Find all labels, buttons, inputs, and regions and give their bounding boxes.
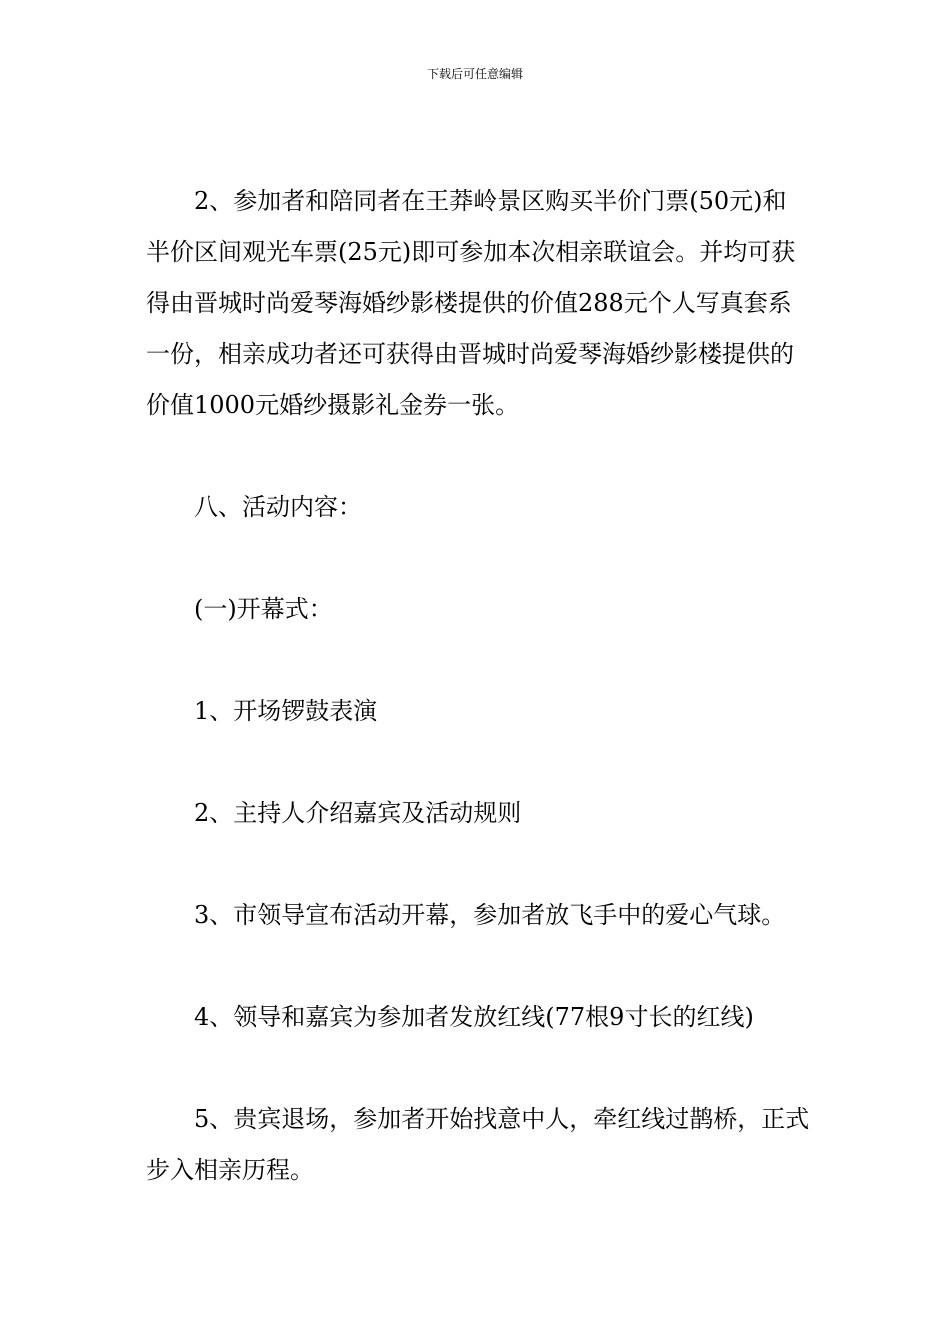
list-item-1: 1、开场锣鼓表演	[194, 697, 378, 725]
subsection-heading-opening-ceremony: (一)开幕式：	[194, 595, 333, 623]
list-item-4: 4、领导和嘉宾为参加者发放红线(77根9寸长的红线)	[194, 1003, 754, 1031]
paragraph-ticket-offer: 2、参加者和陪同者在王莽岭景区购买半价门票(50元)和半价区间观光车票(25元)即可参加本次相亲联谊会。并均可获得由晋城时尚爱琴海婚纱影楼提供的价值288元个人写真套系一份，相亲成功者还可获得由晋城时尚爱琴海婚纱影楼提供的价值1000元婚纱摄影礼金券一张。	[146, 187, 796, 419]
page-header-note: 下载后可任意编辑	[426, 67, 523, 81]
list-item-2: 2、主持人介绍嘉宾及活动规则	[194, 799, 522, 827]
list-item-3: 3、市领导宣布活动开幕，参加者放飞手中的爱心气球。	[194, 901, 786, 929]
section-heading-activity-content: 八、活动内容：	[194, 493, 362, 521]
list-item-5: 5、贵宾退场，参加者开始找意中人，牵红线过鹊桥，正式步入相亲历程。	[146, 1105, 810, 1184]
